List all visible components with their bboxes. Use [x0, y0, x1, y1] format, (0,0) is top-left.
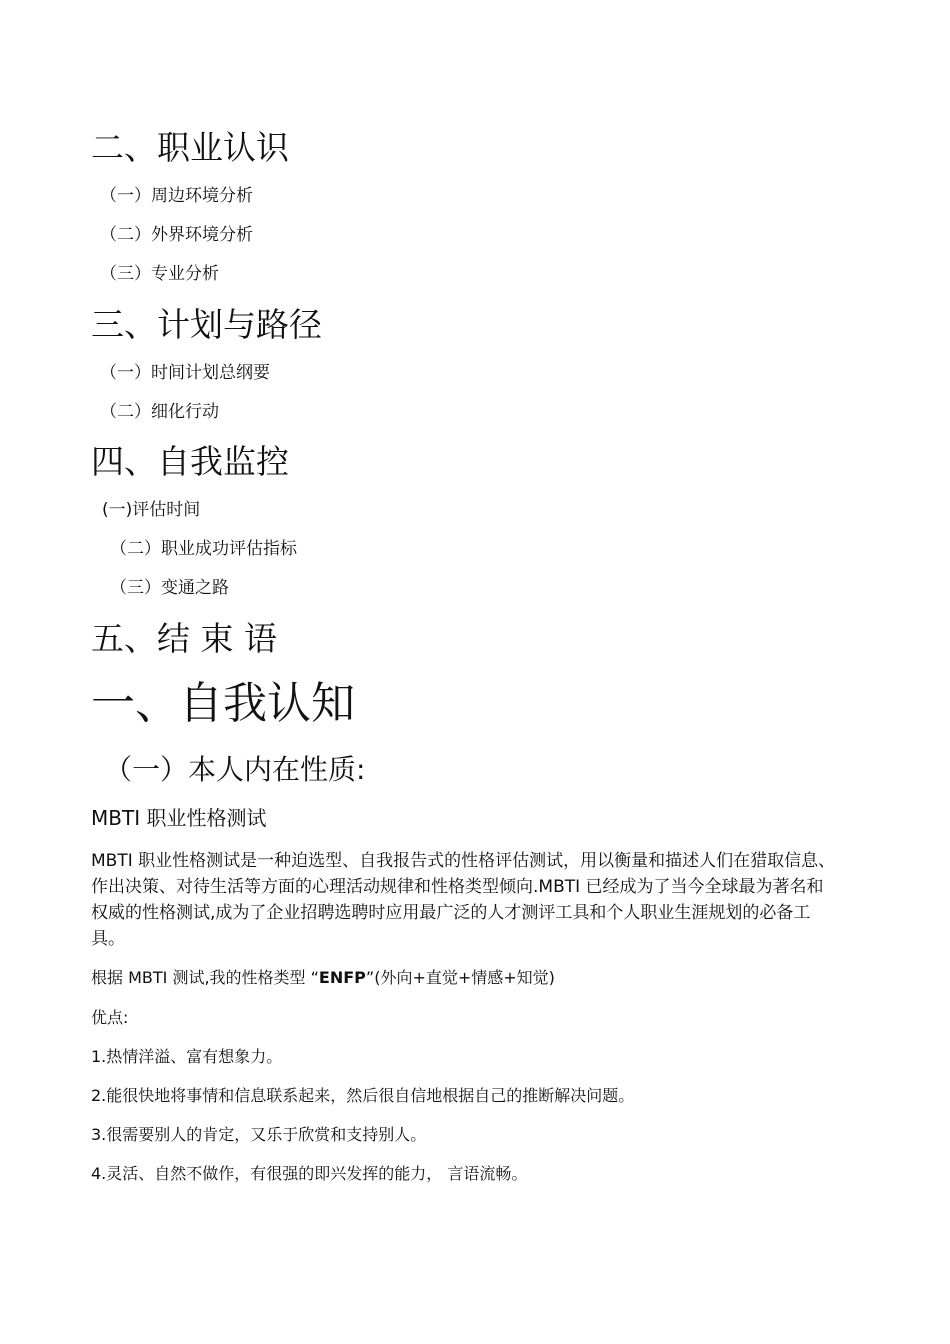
section-3-title: 三、计划与路径	[91, 305, 322, 344]
advantage-item-4: 4.灵活、自然不做作，有很强的即兴发挥的能力， 言语流畅。	[91, 1164, 528, 1183]
section-4-item-1: (一)评估时间	[102, 500, 201, 520]
section-2-item-3: （三）专业分析	[100, 264, 219, 284]
personality-result	[91, 968, 555, 987]
mbti-heading: MBTI 职业性格测试	[91, 806, 267, 830]
result-suffix: ”(外向+直觉+情感+知觉)	[365, 968, 555, 987]
advantages-label: 优点:	[91, 1008, 129, 1027]
subsection-title: （一）本人内在性质:	[104, 753, 366, 786]
section-4-item-3: （三）变通之路	[110, 578, 229, 598]
section-2-title: 二、职业认识	[91, 128, 289, 167]
section-4-item-2: （二）职业成功评估指标	[110, 539, 297, 559]
advantage-item-2: 2.能很快地将事情和信息联系起来，然后很自信地根据自己的推断解决问题。	[91, 1086, 635, 1105]
section-5-title: 五、结 束 语	[91, 619, 277, 658]
advantage-item-3: 3.很需要别人的肯定，又乐于欣赏和支持别人。	[91, 1125, 427, 1144]
result-prefix: 根据 MBTI 测试,我的性格类型 “	[91, 968, 319, 987]
advantage-item-1: 1.热情洋溢、富有想象力。	[91, 1047, 283, 1066]
section-3-item-2: （二）细化行动	[100, 402, 219, 422]
section-4-title: 四、自我监控	[91, 442, 289, 481]
section-2-item-1: （一）周边环境分析	[100, 186, 253, 206]
mbti-paragraph: MBTI 职业性格测试是一种迫选型、自我报告式的性格评估测试，用以衡量和描述人们在猎取信息、作出决策、对待生活等方面的心理活动规律和性格类型倾向.MBTI 已经成为了当今全球最为著名和权威的性格测试,成为了企业招聘选聘时应用最广泛的人才测评工具和个人职业生涯规划的必备工具。	[91, 851, 836, 949]
section-1-title: 一、自我认知	[91, 678, 355, 729]
section-2-item-2: （二）外界环境分析	[100, 225, 253, 245]
section-3-item-1: （一）时间计划总纲要	[100, 363, 270, 383]
personality-type: ENFP	[318, 968, 366, 987]
